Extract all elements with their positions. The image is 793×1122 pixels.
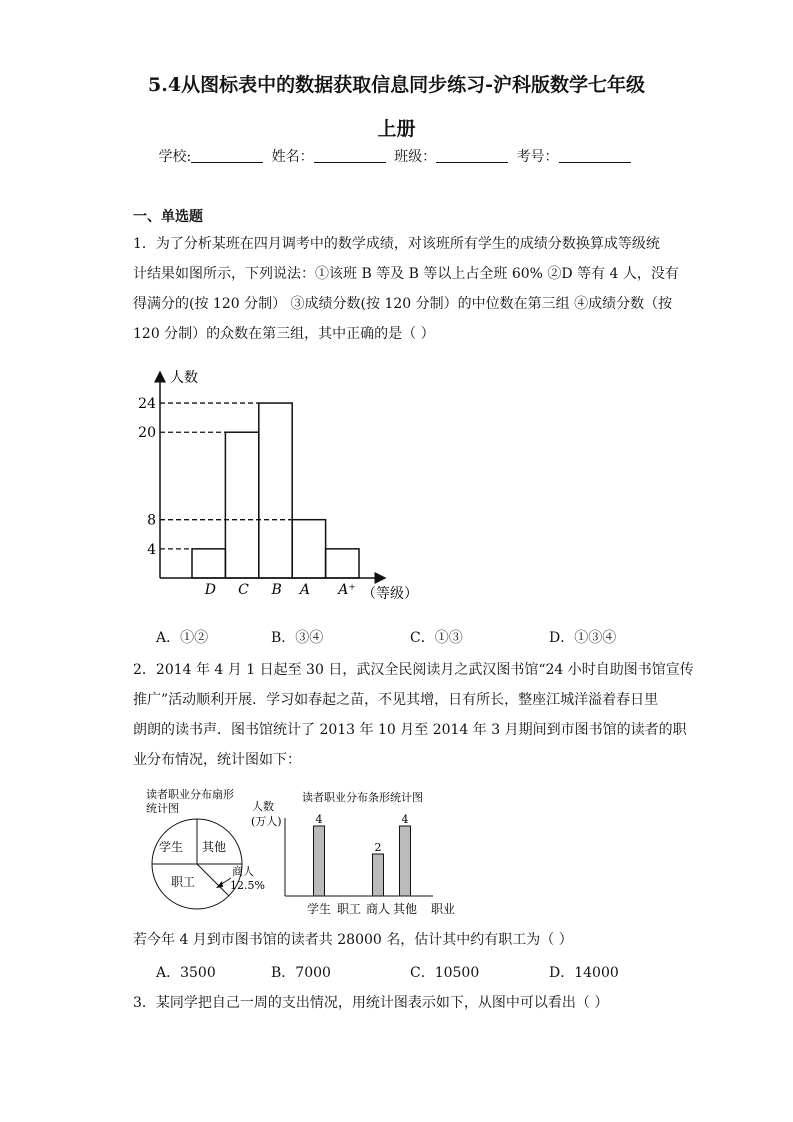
histogram-y-tick-label: 4 (147, 541, 156, 558)
question-2-text (133, 655, 694, 775)
histogram-y-tick-label: 24 (138, 396, 156, 413)
class-blank[interactable] (436, 148, 508, 163)
pie-label-merchant: 商人 (232, 865, 254, 878)
histogram-category-label: B (271, 582, 282, 598)
histogram-bar (326, 549, 359, 578)
occupation-bar (400, 826, 411, 896)
exam-number-blank[interactable] (559, 148, 631, 163)
q1-option-c[interactable]: C．①③ (410, 630, 463, 646)
q2-option-a[interactable]: A．3500 (156, 965, 216, 981)
histogram-category-label: A⁺ (338, 582, 356, 598)
histogram-bar (259, 403, 292, 578)
pie-merchant-percent: 12.5% (230, 879, 265, 892)
occupation-bar-chart (245, 788, 475, 920)
occupation-bar (373, 854, 384, 896)
pie-label-student: 学生 (159, 840, 184, 854)
histogram-category-label: C (238, 582, 249, 598)
histogram-bar (292, 520, 325, 578)
bar-y-label-line2: (万人) (251, 815, 282, 828)
pie-title-line1: 读者职业分布扇形 (146, 788, 234, 801)
q1-option-a[interactable]: A．①② (156, 630, 209, 646)
question-2-prompt (133, 925, 668, 955)
histogram-bar (225, 432, 258, 578)
q2-line: 朗朗的读书声．图书馆统计了 2013 年 10 月至 2014 年 3 月期间到市图书馆的读者的职 (133, 722, 687, 738)
name-label: 姓名： (271, 149, 314, 165)
bar-x-label: 职业 (431, 902, 456, 916)
q1-line: 得满分的(按 120 分制） ③成绩分数(按 120 分制）的中位数在第三组 ④成绩分数（按 (133, 296, 673, 312)
occupation-category-label: 其他 (392, 902, 418, 916)
pie-divider (197, 864, 229, 896)
occupation-bar (314, 826, 325, 896)
occupation-bar-value-label: 4 (315, 813, 323, 826)
exam-number-label: 考号： (516, 149, 559, 165)
q2-prompt-line: 若今年 4 月到市图书馆的读者共 28000 名，估计其中约有职工为（ ） (133, 932, 573, 948)
student-info-line (0, 146, 793, 166)
page-title-line2: 上册 (377, 118, 416, 140)
q1-line: 计结果如图所示，下列说法：①该班 B 等及 B 等以上占全班 60% ②D 等有 4 人，没有 (133, 266, 679, 282)
bar-y-label-line1: 人数 (252, 800, 274, 813)
class-label: 班级： (394, 149, 437, 165)
section-title: 一、单选题 (133, 209, 203, 225)
q2-line: 推广”活动顺利开展．学习如春起之苗，不见其增，日有所长，整座江城洋溢着春日里 (133, 692, 659, 708)
pie-label-other: 其他 (202, 840, 227, 854)
x-axis-label: （等级） (362, 586, 418, 602)
occupation-category-label: 商人 (365, 902, 391, 916)
occupation-bar-value-label: 4 (401, 813, 409, 826)
occupation-category-label: 学生 (306, 902, 332, 916)
histogram-category-label: A (299, 582, 311, 598)
histogram-y-tick-label: 20 (138, 425, 156, 442)
occupation-category-label: 职工 (336, 902, 362, 916)
q1-line: 120 分制）的众数在第三组，其中正确的是（ ） (133, 326, 435, 342)
q2-line: 2．2014 年 4 月 1 日起至 30 日，武汉全民阅读月之武汉图书馆“24 小时自助图书馆宣传 (133, 662, 694, 678)
q2-line: 业分布情况，统计图如下： (133, 752, 301, 768)
pie-title-line2: 统计图 (146, 802, 179, 815)
pie-label-worker: 职工 (171, 875, 196, 889)
q1-line: 1．为了分析某班在四月调考中的数学成绩，对该班所有学生的成绩分数换算成等级统 (133, 236, 660, 252)
grade-histogram (130, 362, 430, 607)
school-label: 学校: (158, 149, 192, 165)
page-title: 5.4从图标表中的数据获取信息同步练习-沪科版数学七年级 (148, 74, 645, 96)
q2-option-b[interactable]: B．7000 (271, 965, 331, 981)
q2-option-d[interactable]: D．14000 (549, 965, 619, 981)
histogram-category-label: D (204, 582, 216, 598)
histogram-bar (192, 549, 225, 578)
occupation-bar-value-label: 2 (374, 841, 382, 854)
bar-chart-title: 读者职业分布条形统计图 (302, 791, 423, 804)
question-1-text (133, 229, 679, 349)
y-axis-label: 人数 (170, 370, 198, 386)
q1-option-d[interactable]: D．①③④ (549, 630, 617, 646)
histogram-y-tick-label: 8 (147, 512, 156, 529)
q1-option-b[interactable]: B．③④ (271, 630, 324, 646)
question-3-text (133, 988, 668, 1018)
school-blank[interactable] (191, 148, 263, 163)
q2-option-c[interactable]: C．10500 (410, 965, 480, 981)
q3-line: 3．某同学把自己一周的支出情况，用统计图表示如下，从图中可以看出（ ） (133, 995, 609, 1011)
name-blank[interactable] (314, 148, 386, 163)
